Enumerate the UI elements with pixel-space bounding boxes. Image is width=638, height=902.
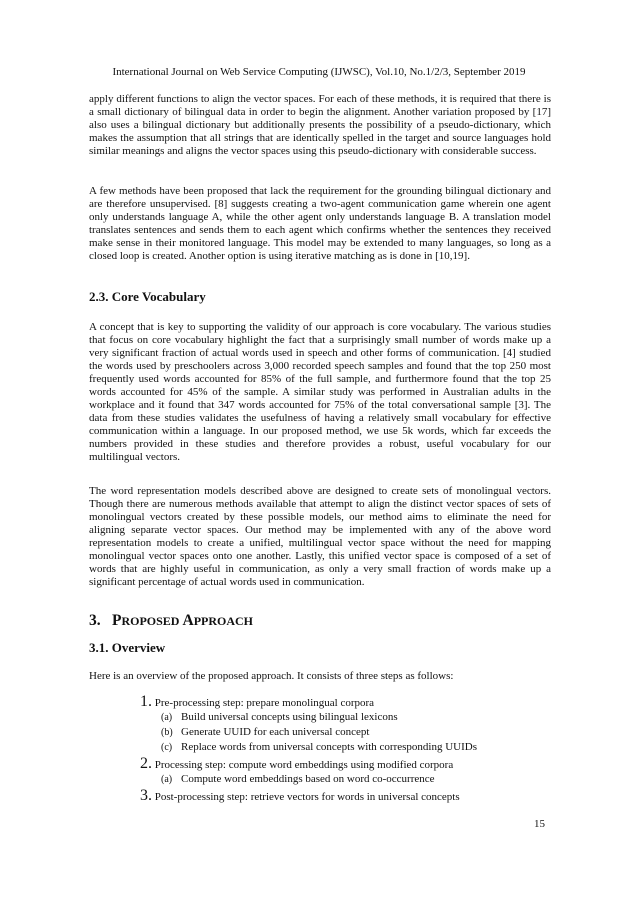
title-part: A	[182, 612, 194, 629]
paragraph-alignment-methods: apply different functions to align the vector spaces. For each of these methods, it is required that there is a small dictionary of bilingual data in order to begin the alignment. Another variation proposed by [17] also uses a bilingual dictionary but additionally presents the possibility of a pseudo-dictionary, which makes the assumption that all strings that are identically spelled in the target and source languages hold similar meanings and aligns the vector spaces using this pseudo-dictionary with considerable success.	[89, 93, 551, 157]
steps-list	[140, 693, 560, 804]
substep-text: Build universal concepts using bilingual lexicons	[181, 711, 398, 723]
list-item	[140, 725, 560, 740]
paragraph-word-representation: The word representation models described above are designed to create sets of monolingual vectors. Though there are numerous methods available that attempt to align the distinct vector spaces of sets of monolingual vectors created by these possible models, our method aims to eliminate the need for aligning separate vector spaces. Our method may be implemented with any of the above word representation models to create a unified, multilingual vector space without the need for mapping monolingual vector spaces onto one another. Lastly, this unified vector space is composed of a set of words that are highly useful in communication, as only a very small fraction of words make up a significant percentage of actual words used in communication.	[89, 485, 551, 588]
running-header: International Journal on Web Service Computing (IJWSC), Vol.10, No.1/2/3, September 2019	[112, 66, 526, 78]
list-item	[140, 755, 560, 772]
title-part: ROPOSED	[121, 614, 183, 628]
substep-marker: (a)	[161, 774, 173, 785]
substep-text: Replace words from universal concepts with corresponding UUIDs	[181, 741, 478, 753]
section-heading-overview: 3.1. Overview	[89, 640, 166, 655]
section-number: 3.	[89, 612, 101, 629]
step-number: 3.	[140, 787, 152, 804]
list-item	[140, 710, 560, 725]
substep-marker: (c)	[161, 742, 173, 753]
section-heading-proposed-approach	[89, 612, 253, 630]
substep-marker: (a)	[161, 712, 173, 723]
substep-marker: (b)	[161, 727, 173, 738]
title-part: P	[112, 612, 122, 629]
list-item	[140, 787, 560, 804]
title-part: PPROACH	[193, 614, 254, 628]
paragraph-unsupervised-methods: A few methods have been proposed that lack the requirement for the grounding bilingual dictionary and are therefore unsupervised. [8] suggests creating a two-agent communication game wherein one agent only understands language A, while the other agent only understands language B. A translation model translates sentences and sends them to each agent which confirms whether the sentences they received make sense in their monitored language. This model may be extended to many languages, so long as a closed loop is created. Another option is using iterative matching as is done in [10,19].	[89, 185, 551, 262]
substep-text: Compute word embeddings based on word co-occurrence	[181, 773, 435, 785]
step-text: Processing step: compute word embeddings using modified corpora	[154, 759, 454, 771]
section-heading-core-vocabulary: 2.3. Core Vocabulary	[89, 289, 206, 304]
list-item	[140, 772, 560, 787]
paragraph-core-vocabulary: A concept that is key to supporting the validity of our approach is core vocabulary. The various studies that focus on core vocabulary highlight the fact that a surprisingly small number of words make up a very significant fraction of actual words used in speech and other forms of communication. [4] studied the words used by preschoolers across 3,000 recorded speech samples and found that the top 250 most frequently used words accounted for 85% of the full sample, and furthermore found that the top 25 words accounted for 45% of the sample. A similar study was performed in Australian adults in the workplace and it found that 347 words accounted for 75% of the total conversational sample [3]. The data from these studies validates the usefulness of having a relatively small vocabulary for effective communication within a language. In our proposed method, we use 5k words, which far exceeds the numbers provided in these studies and therefore provides a robust, useful vocabulary for our multilingual vectors.	[89, 321, 551, 463]
step-text: Pre-processing step: prepare monolingual corpora	[154, 697, 375, 709]
page-number: 15	[534, 818, 545, 830]
step-number: 1.	[140, 693, 152, 710]
step-number: 2.	[140, 755, 152, 772]
substep-text: Generate UUID for each universal concept	[181, 726, 370, 738]
list-item	[140, 693, 560, 710]
step-text: Post-processing step: retrieve vectors for words in universal concepts	[154, 791, 460, 803]
list-item	[140, 740, 560, 755]
paragraph-overview-intro: Here is an overview of the proposed approach. It consists of three steps as follows:	[89, 670, 454, 682]
